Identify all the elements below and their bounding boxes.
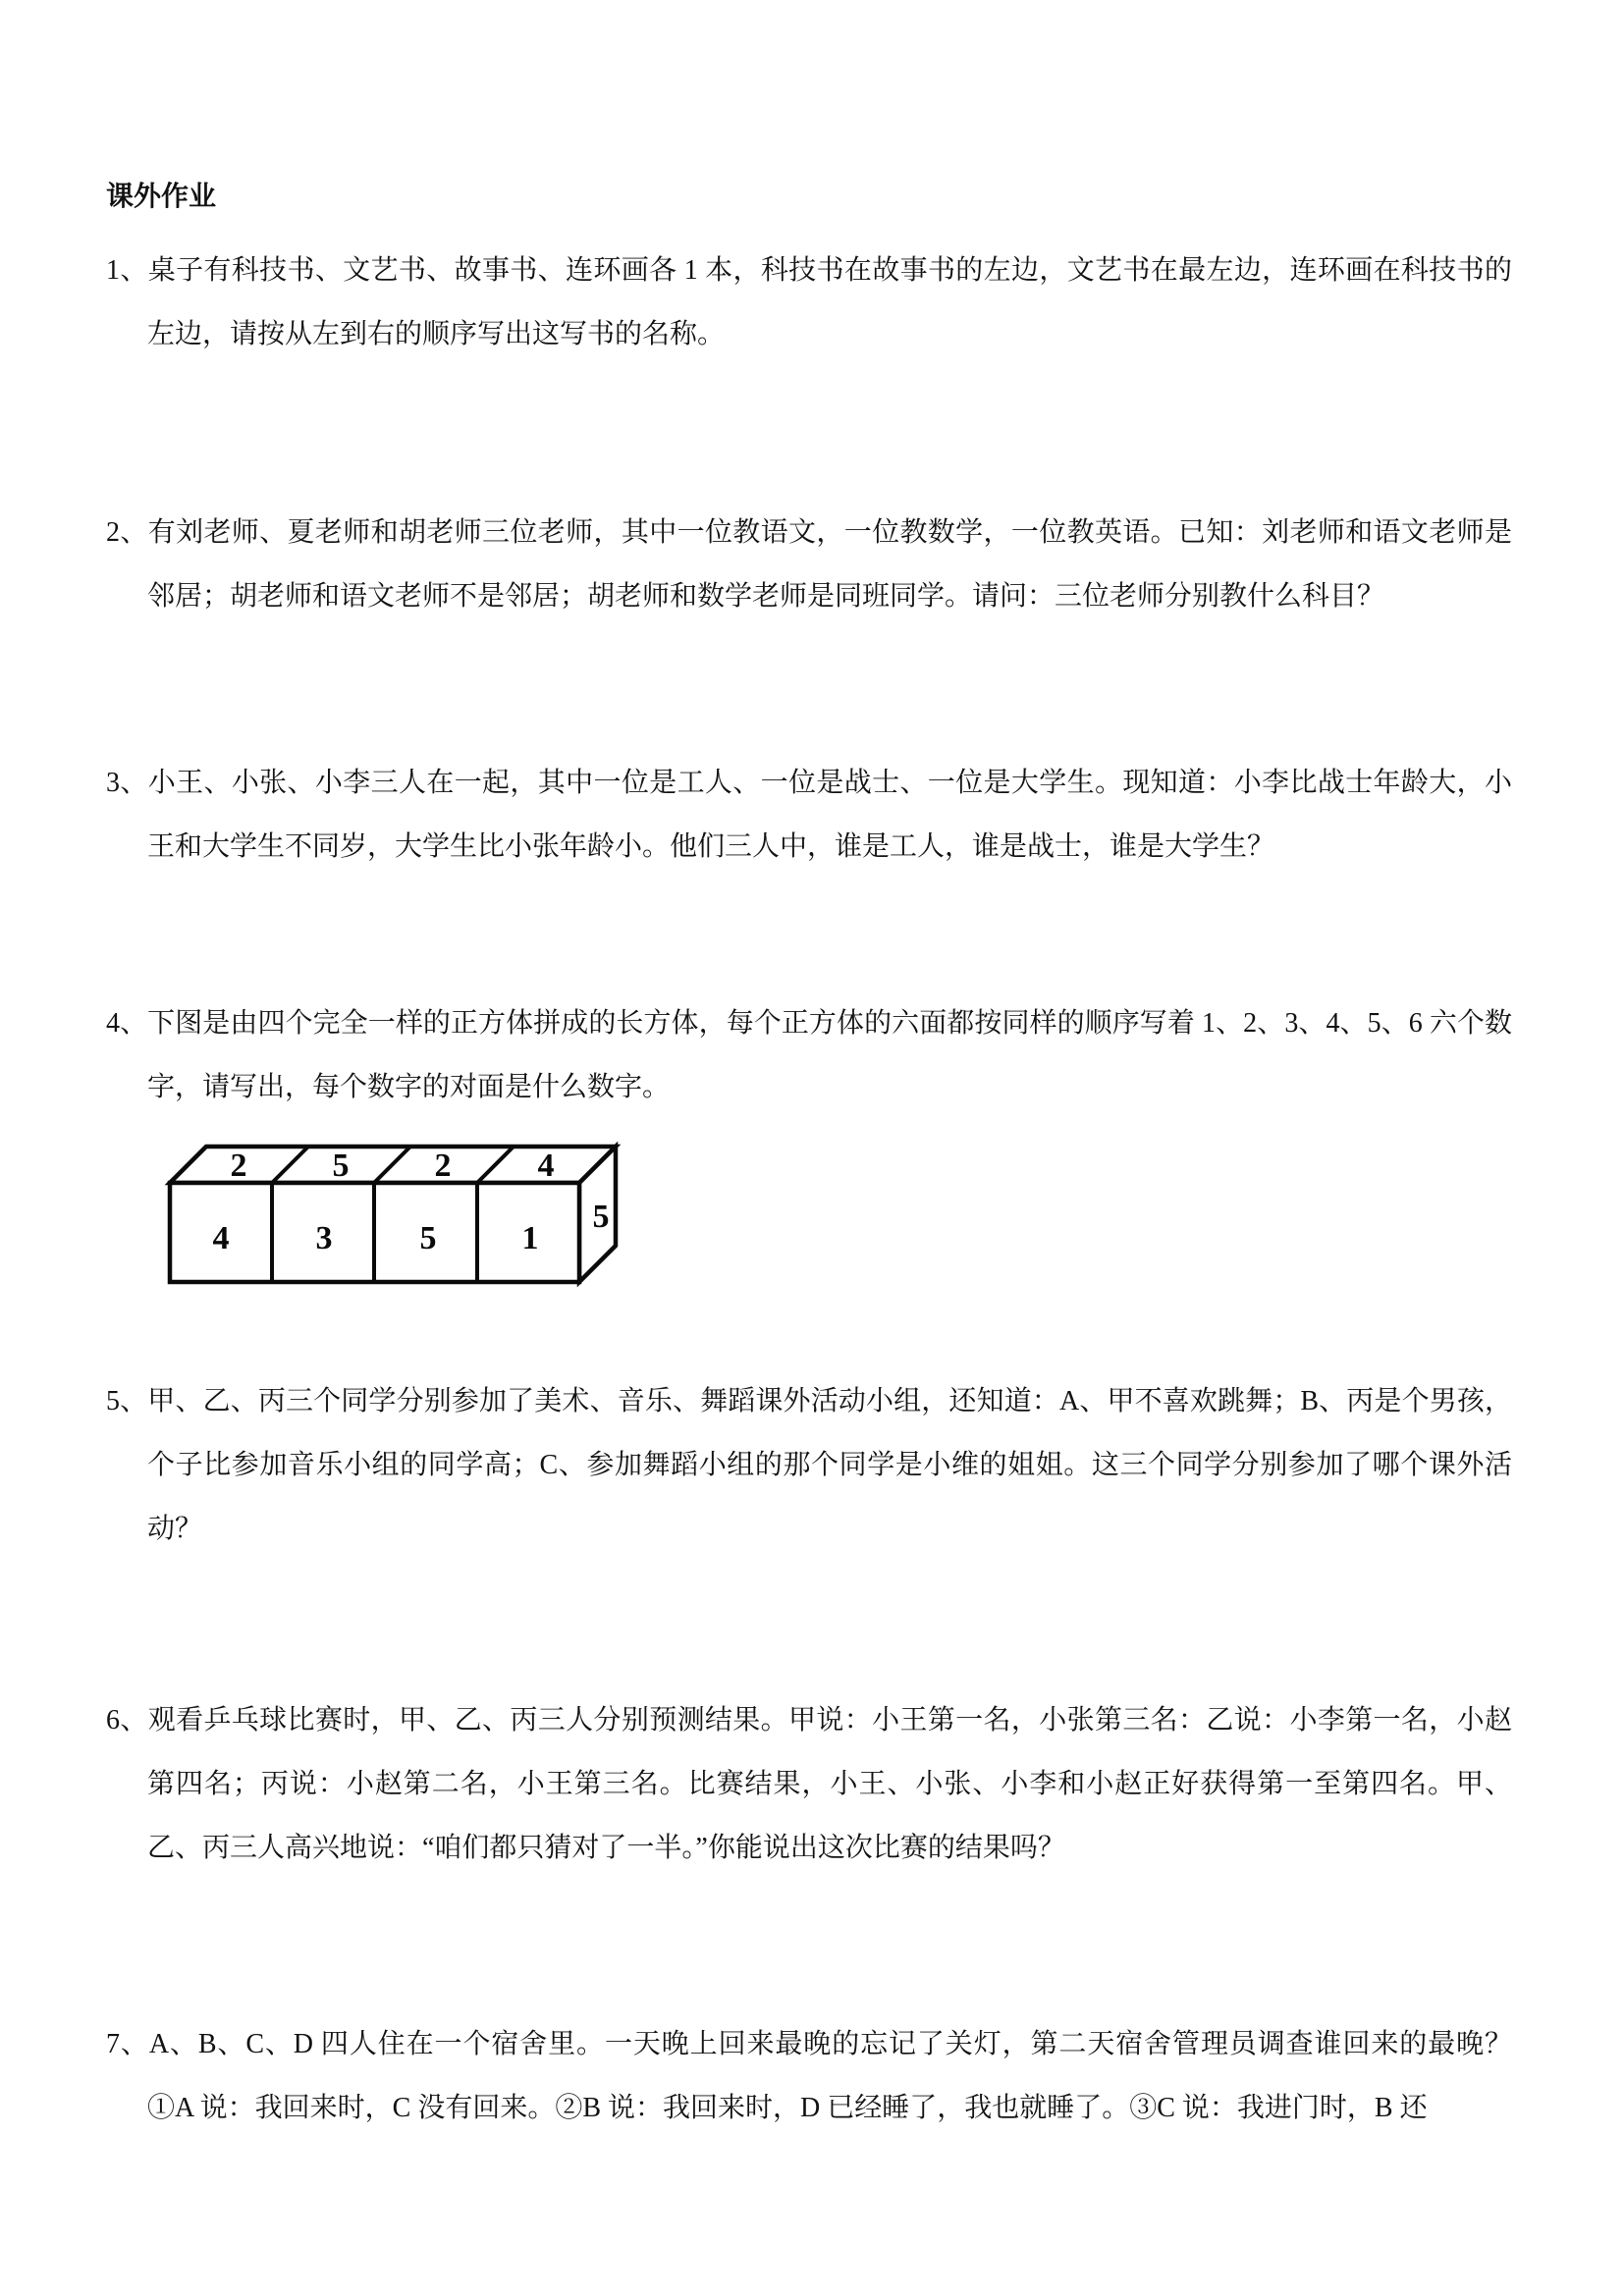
problem-7-text: A、B、C、D 四人住在一个宿舍里。一天晚上回来最晚的忘记了关灯，第二天宿舍管理员调查谁回来的最晚？①A 说：我回来时，C 没有回来。②B 说：我回来时，D 已经睡了，我也就睡了。③C 说：我进门时，B 还 — [147, 2029, 1512, 2123]
front-digit-2: 3 — [315, 1220, 333, 1256]
problem-6 — [106, 1688, 1512, 1880]
problem-5-text: 甲、乙、丙三个同学分别参加了美术、音乐、舞蹈课外活动小组，还知道：A、甲不喜欢跳舞；B、丙是个男孩，个子比参加音乐小组的同学高；C、参加舞蹈小组的那个同学是小维的姐姐。这三个同学分别参加了哪个课外活动？ — [147, 1386, 1512, 1544]
cuboid-svg — [162, 1132, 673, 1299]
problem-2 — [106, 501, 1512, 628]
problem-3 — [106, 751, 1512, 879]
front-digit-4: 1 — [521, 1220, 539, 1256]
problem-3-number: 3、 — [106, 768, 148, 798]
problem-3-text: 小王、小张、小李三人在一起，其中一位是工人、一位是战士、一位是大学生。现知道：小李比战士年龄大，小王和大学生不同岁，大学生比小张年龄小。他们三人中，谁是工人，谁是战士，谁是大学生？ — [147, 768, 1512, 862]
top-digit-4: 4 — [537, 1148, 555, 1184]
problem-2-text: 有刘老师、夏老师和胡老师三位老师，其中一位教语文，一位教数学，一位教英语。已知：刘老师和语文老师是邻居；胡老师和语文老师不是邻居；胡老师和数学老师是同班同学。请问：三位老师分别教什么科目？ — [147, 517, 1512, 612]
problem-1-number: 1、 — [106, 255, 148, 286]
problem-5-number: 5、 — [106, 1386, 148, 1416]
problem-5 — [106, 1369, 1512, 1561]
problem-1-text: 桌子有科技书、文艺书、故事书、连环画各 1 本，科技书在故事书的左边，文艺书在最左边，连环画在科技书的左边，请按从左到右的顺序写出这写书的名称。 — [147, 255, 1512, 349]
top-digit-1: 2 — [230, 1148, 247, 1184]
problem-6-number: 6、 — [106, 1705, 148, 1735]
front-digit-1: 4 — [212, 1220, 230, 1256]
problem-4-text: 下图是由四个完全一样的正方体拼成的长方体，每个正方体的六面都按同样的顺序写着 1、2、3、4、5、6 六个数字，请写出，每个数字的对面是什么数字。 — [147, 1008, 1512, 1102]
top-digit-2: 5 — [332, 1148, 350, 1184]
problem-7 — [106, 2012, 1512, 2140]
problem-6-text: 观看乒乓球比赛时，甲、乙、丙三人分别预测结果。甲说：小王第一名，小张第三名：乙说：小李第一名，小赵第四名；丙说：小赵第二名，小王第三名。比赛结果，小王、小张、小李和小赵正好获得第一至第四名。甲、乙、丙三人高兴地说：“咱们都只猜对了一半。”你能说出这次比赛的结果吗？ — [147, 1705, 1512, 1863]
side-digit: 5 — [592, 1199, 610, 1235]
problem-7-number: 7、 — [106, 2029, 149, 2059]
page-title: 课外作业 — [106, 182, 217, 212]
front-digit-3: 5 — [419, 1220, 437, 1256]
problem-2-number: 2、 — [106, 517, 148, 548]
problem-4 — [106, 991, 1512, 1119]
problem-1 — [106, 239, 1512, 366]
problem-4-number: 4、 — [106, 1008, 148, 1039]
cuboid-diagram — [162, 1132, 673, 1299]
top-digit-3: 2 — [434, 1148, 452, 1184]
